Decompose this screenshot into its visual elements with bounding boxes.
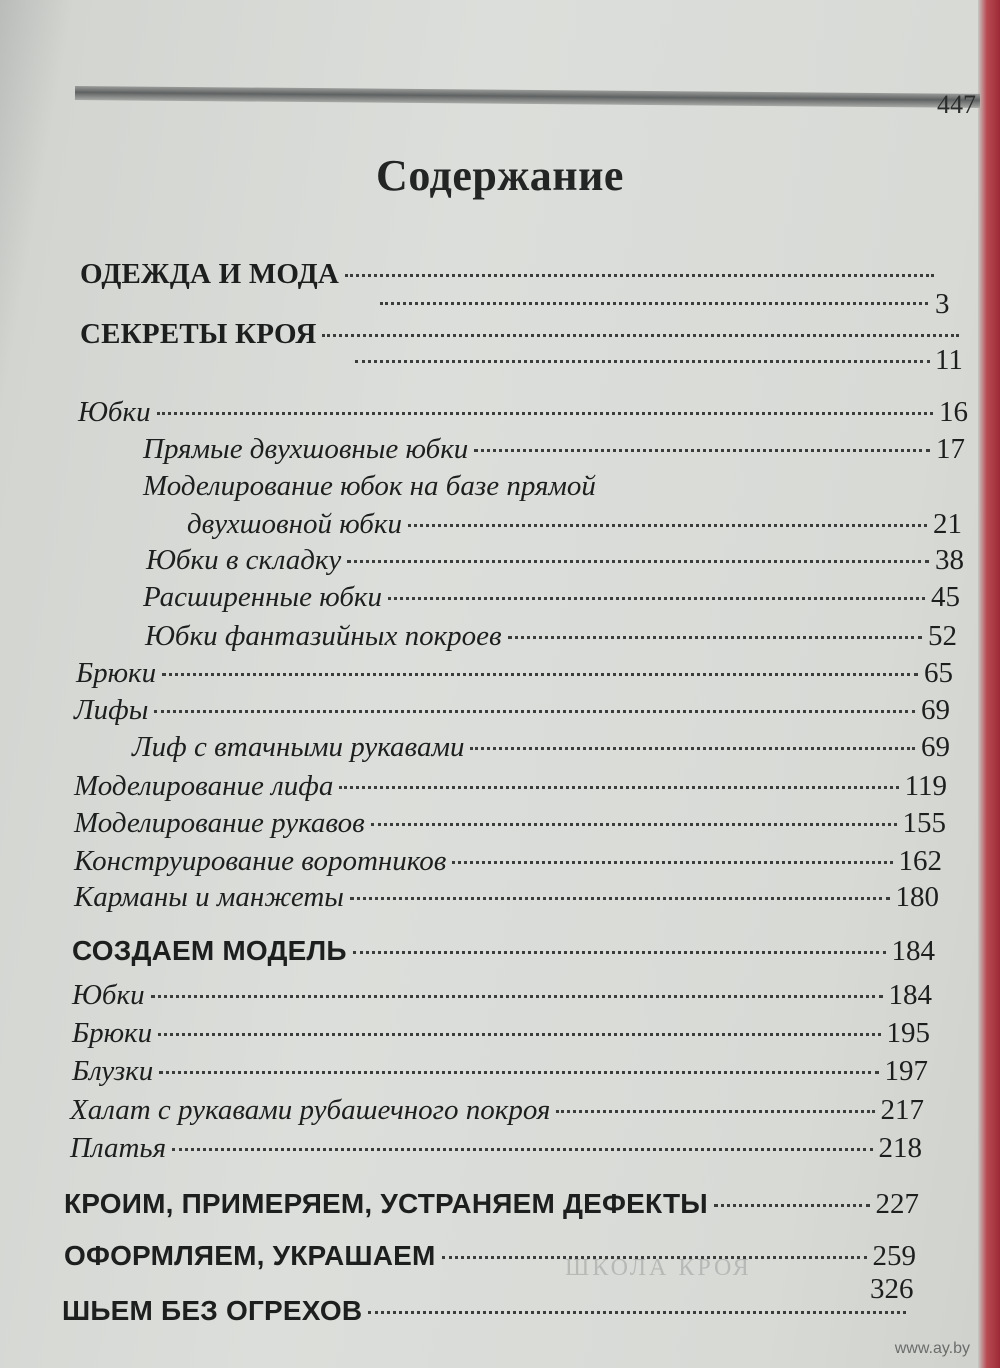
dot-leader (452, 861, 892, 864)
toc-entry-label: Юбки фантазийных покроев (145, 620, 502, 652)
toc-entry-label: Юбки (72, 979, 145, 1011)
toc-entry (74, 694, 950, 727)
toc-entry-label: Конструирование воротников (74, 845, 447, 877)
toc-entry-page-number: 119 (904, 770, 947, 802)
dot-leader (350, 897, 890, 900)
toc-entry (74, 881, 939, 914)
toc-entry-label-line1: Моделирование юбок на базе прямой (143, 470, 596, 502)
dot-leader (345, 274, 934, 277)
toc-entry-page-number: 218 (878, 1132, 922, 1164)
toc-entry-section (80, 318, 965, 351)
dot-leader (162, 673, 918, 676)
toc-entry-page-number: 155 (902, 807, 946, 839)
dot-leader (154, 710, 915, 713)
toc-entry-page-number: 227 (875, 1188, 919, 1220)
dot-leader (339, 786, 898, 789)
toc-entry-label: Юбки в складку (146, 544, 342, 576)
dot-leader (355, 360, 930, 363)
dot-leader (322, 334, 959, 337)
toc-entry-section (72, 935, 935, 968)
toc-entry-label: Юбки (78, 396, 151, 428)
toc-entry-page-number: 16 (939, 396, 968, 428)
bleed-through-text: ШКОЛА КРОЯ (565, 1255, 752, 1281)
page-title: Содержание (376, 151, 624, 200)
dot-leader (371, 823, 897, 826)
dot-leader (347, 560, 929, 563)
toc-entry (78, 396, 968, 429)
toc-entry (76, 657, 953, 690)
toc-entry (70, 1132, 922, 1165)
toc-entry-label: Брюки (72, 1017, 153, 1049)
toc-entry-page-number: 184 (888, 979, 932, 1011)
toc-entry (72, 979, 932, 1012)
toc-entry-page-number: 69 (921, 731, 950, 763)
toc-entry-label: Прямые двухшовные юбки (143, 433, 469, 465)
toc-entry-page-number: 259 (872, 1240, 916, 1272)
toc-entry (143, 433, 965, 466)
toc-entry-page-number: 217 (880, 1094, 924, 1126)
dot-leader (157, 412, 933, 415)
toc-entry-label: СЕКРЕТЫ КРОЯ (80, 318, 317, 350)
dot-leader (172, 1148, 872, 1151)
toc-entry-label: Карманы и манжеты (74, 881, 344, 913)
toc-entry-section (64, 1188, 919, 1221)
toc-entry (132, 731, 950, 764)
dot-leader (159, 1071, 878, 1074)
toc-entry-label: Брюки (76, 657, 157, 689)
toc-entry (74, 807, 946, 840)
toc-entry-section (64, 1240, 916, 1273)
toc-entry (187, 508, 962, 541)
toc-entry-page-number: 17 (936, 433, 965, 465)
toc-entry-page-number: 184 (891, 935, 935, 967)
toc-entry-section (62, 1295, 912, 1327)
dot-leader (408, 524, 927, 527)
toc-entry-page-number: 11 (935, 344, 963, 376)
toc-entry-page-number: 38 (935, 544, 964, 576)
toc-entry-label: КРОИМ, ПРИМЕРЯЕМ, УСТРАНЯЕМ ДЕФЕКТЫ (64, 1188, 708, 1219)
toc-entry-label: Моделирование рукавов (74, 807, 365, 839)
toc-entry-page-number: 195 (886, 1017, 930, 1049)
toc-entry-page-number: 21 (933, 508, 962, 540)
toc-entry (70, 1094, 924, 1127)
toc-entry-label: ОФОРМЛЯЕМ, УКРАШАЕМ (64, 1240, 436, 1271)
page-number: 447 (937, 90, 976, 119)
toc-entry (74, 770, 947, 803)
toc-entry (72, 1055, 928, 1088)
dot-leader (368, 1311, 906, 1314)
toc-entry-page-number: 65 (924, 657, 953, 689)
dot-leader (388, 597, 925, 600)
dot-leader (380, 302, 928, 305)
toc-entry-label: Моделирование лифа (74, 770, 334, 802)
toc-entry-label: Платья (70, 1132, 167, 1164)
toc-entry-label: Лифы (74, 694, 149, 726)
toc-entry (145, 620, 957, 653)
toc-entry (146, 544, 964, 577)
toc-entry-label: Расширенные юбки (143, 581, 382, 613)
toc-entry (74, 845, 942, 878)
toc-entry (72, 1017, 930, 1050)
toc-entry-page-number: 69 (921, 694, 950, 726)
toc-entry-label: Лиф с втачными рукавами (132, 731, 465, 763)
dot-leader (474, 449, 930, 452)
toc-entry-page-number: 52 (928, 620, 957, 652)
toc-entry-section (80, 258, 940, 291)
toc-entry-page-number: 326 (870, 1273, 914, 1305)
watermark: www.ay.by (894, 1340, 970, 1357)
toc-entry-page-number: 3 (935, 288, 950, 320)
toc-entry-page (935, 344, 963, 377)
toc-entry-page-number: 197 (884, 1055, 928, 1087)
dot-leader (556, 1110, 874, 1113)
dot-leader (508, 636, 922, 639)
toc-entry-label: Халат с рукавами рубашечного покроя (70, 1094, 551, 1126)
toc-entry-label: Блузки (72, 1055, 154, 1087)
dot-leader (158, 1033, 880, 1036)
dot-leader (442, 1256, 867, 1259)
toc-entry-page-number: 180 (895, 881, 939, 913)
toc-entry-label: ШЬЕМ БЕЗ ОГРЕХОВ (62, 1295, 363, 1326)
toc-entry-page (935, 288, 950, 321)
toc-entry-label: ОДЕЖДА И МОДА (80, 258, 340, 290)
dot-leader (714, 1204, 870, 1207)
toc-entry (143, 581, 960, 614)
dot-leader (470, 747, 915, 750)
toc-entry-page-number: 45 (931, 581, 960, 613)
toc-entry-label: СОЗДАЕМ МОДЕЛЬ (72, 935, 347, 966)
dot-leader (151, 995, 883, 998)
toc-entry-label: двухшовной юбки (187, 508, 402, 540)
dot-leader (353, 951, 886, 954)
toc-entry-page-number: 162 (898, 845, 942, 877)
